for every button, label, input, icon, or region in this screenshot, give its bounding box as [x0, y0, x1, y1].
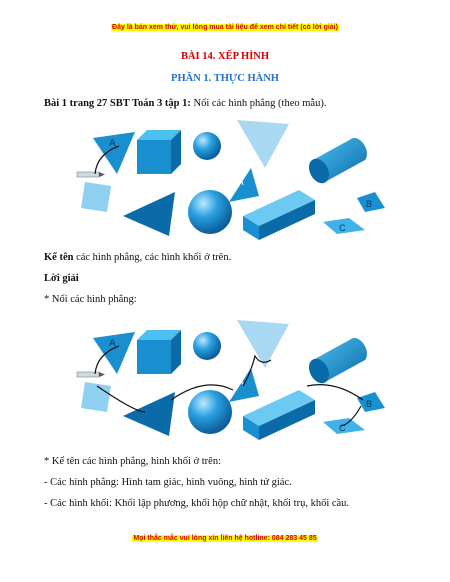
hotline-banner	[0, 535, 450, 542]
label-a-left: A	[109, 338, 116, 349]
cube-solid	[137, 130, 181, 174]
rectangular-box-solid	[243, 390, 315, 440]
solution-heading: Lời giải	[44, 273, 79, 284]
rectangular-box-solid	[243, 190, 315, 240]
label-a-left: A	[109, 138, 116, 149]
preview-notice-text: Đây là bản xem thử, vui lòng mua tài liệu để xem chi tiết (có lời giải)	[112, 24, 338, 31]
label-c: C	[339, 223, 346, 233]
solution-name-line: * Kể tên các hình phẳng, hình khối ở trên:	[44, 456, 222, 467]
square-shape	[81, 182, 111, 212]
small-sphere-solid	[193, 132, 221, 160]
triangle-a-middle-shape	[229, 168, 259, 202]
square-shape	[81, 382, 111, 412]
hotline-text: Mọi thắc mắc vui lòng xin liên hệ hotline: 084 283 45 85	[133, 535, 317, 542]
label-a-middle: A	[237, 377, 244, 388]
exercise-statement	[44, 98, 326, 109]
label-c: C	[339, 423, 346, 433]
shapes-figure	[75, 116, 393, 244]
label-b: B	[366, 199, 373, 209]
label-a-middle: A	[237, 177, 244, 188]
pencil-icon	[77, 172, 105, 177]
flat-shapes-line: - Các hình phẳng: Hình tam giác, hình vuông, hình tứ giác.	[44, 477, 292, 488]
cube-solid	[137, 330, 181, 374]
light-triangle-shape	[237, 120, 289, 168]
connector-b	[307, 385, 363, 400]
exercise-label: Bài 1 trang 27 SBT Toán 3 tập 1:	[44, 98, 191, 109]
cylinder-solid	[305, 338, 367, 387]
dark-triangle-shape	[123, 392, 175, 436]
large-sphere-solid	[188, 190, 232, 234]
task2-label: Kể tên	[44, 252, 74, 263]
light-triangle-shape	[237, 320, 289, 368]
large-sphere-solid	[188, 390, 232, 434]
dark-triangle-shape	[123, 192, 175, 236]
solid-shapes-line: - Các hình khối: Khối lập phương, khối hộp chữ nhật, khối trụ, khối cầu.	[44, 498, 350, 509]
section-title: PHẦN 1. THỰC HÀNH	[171, 73, 279, 84]
exercise-text: Nối các hình phẳng (theo mẫu).	[193, 98, 327, 109]
pencil-icon	[77, 372, 105, 377]
lesson-title: BÀI 14. XẾP HÌNH	[180, 51, 270, 62]
solution-connect-line: * Nối các hình phẳng:	[44, 294, 137, 305]
cylinder-solid	[305, 138, 367, 187]
task2-text: các hình phẳng, các hình khối ở trên.	[76, 252, 232, 263]
preview-notice-banner	[0, 24, 450, 31]
shapes-figure-solution	[75, 316, 393, 446]
small-sphere-solid	[193, 332, 221, 360]
label-b: B	[366, 399, 373, 409]
task2-line	[44, 252, 231, 263]
